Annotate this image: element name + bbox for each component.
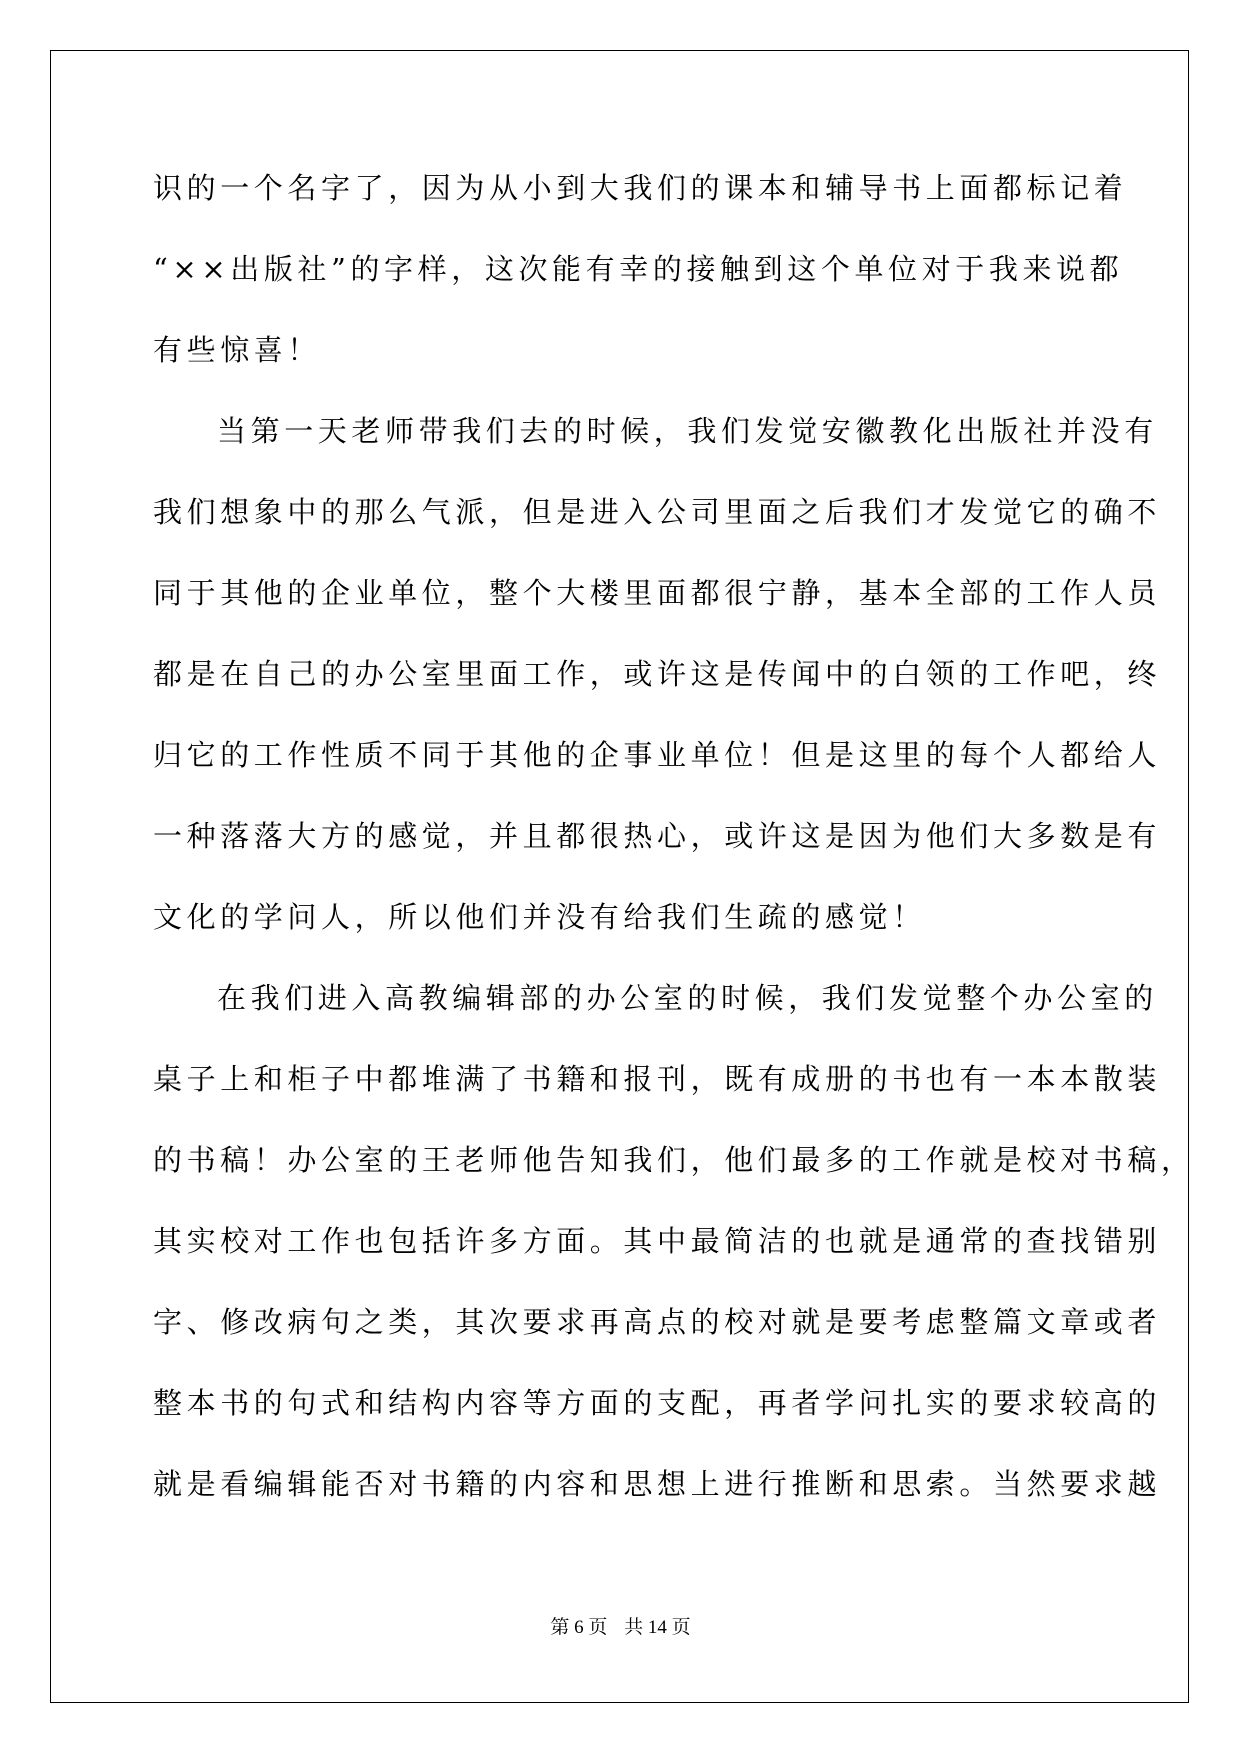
page-number: 第 6 页: [550, 1617, 608, 1638]
text-line: “××出版社”的字样，这次能有幸的接触到这个单位对于我来说都: [153, 252, 1124, 286]
text-line: 都是在自己的办公室里面工作，或许这是传闻中的白领的工作吧，终: [153, 657, 1162, 691]
text-line: 就是看编辑能否对书籍的内容和思想上进行推断和思索。当然要求越: [153, 1467, 1162, 1501]
text-line: 桌子上和柜子中都堆满了书籍和报刊，既有成册的书也有一本本散装: [153, 1062, 1162, 1096]
text-line: 字、修改病句之类，其次要求再高点的校对就是要考虑整篇文章或者: [153, 1305, 1162, 1339]
text-line: 归它的工作性质不同于其他的企事业单位！但是这里的每个人都给人: [153, 738, 1162, 772]
text-line: 其实校对工作也包括许多方面。其中最简洁的也就是通常的查找错别: [153, 1224, 1162, 1258]
text-line: 整本书的句式和结构内容等方面的支配，再者学问扎实的要求较高的: [153, 1386, 1162, 1420]
paragraph-start-line: 当第一天老师带我们去的时候，我们发觉安徽教化出版社并没有: [217, 414, 1158, 448]
text-line: 有些惊喜！: [153, 333, 322, 367]
text-line: 一种落落大方的感觉，并且都很热心，或许这是因为他们大多数是有: [153, 819, 1162, 853]
text-line: 我们想象中的那么气派，但是进入公司里面之后我们才发觉它的确不: [153, 495, 1162, 529]
document-body: [153, 156, 1195, 1533]
text-line: 的书稿！办公室的王老师他告知我们，他们最多的工作就是校对书稿，: [153, 1143, 1195, 1177]
total-pages: 共 14 页: [624, 1617, 691, 1638]
text-line: 同于其他的企业单位，整个大楼里面都很宁静，基本全部的工作人员: [153, 576, 1162, 610]
page-footer: [0, 1612, 1241, 1639]
text-line: 识的一个名字了，因为从小到大我们的课本和辅导书上面都标记着: [153, 171, 1128, 205]
paragraph-start-line: 在我们进入高教编辑部的办公室的时候，我们发觉整个办公室的: [217, 981, 1158, 1015]
text-line: 文化的学问人，所以他们并没有给我们生疏的感觉！: [153, 900, 926, 934]
